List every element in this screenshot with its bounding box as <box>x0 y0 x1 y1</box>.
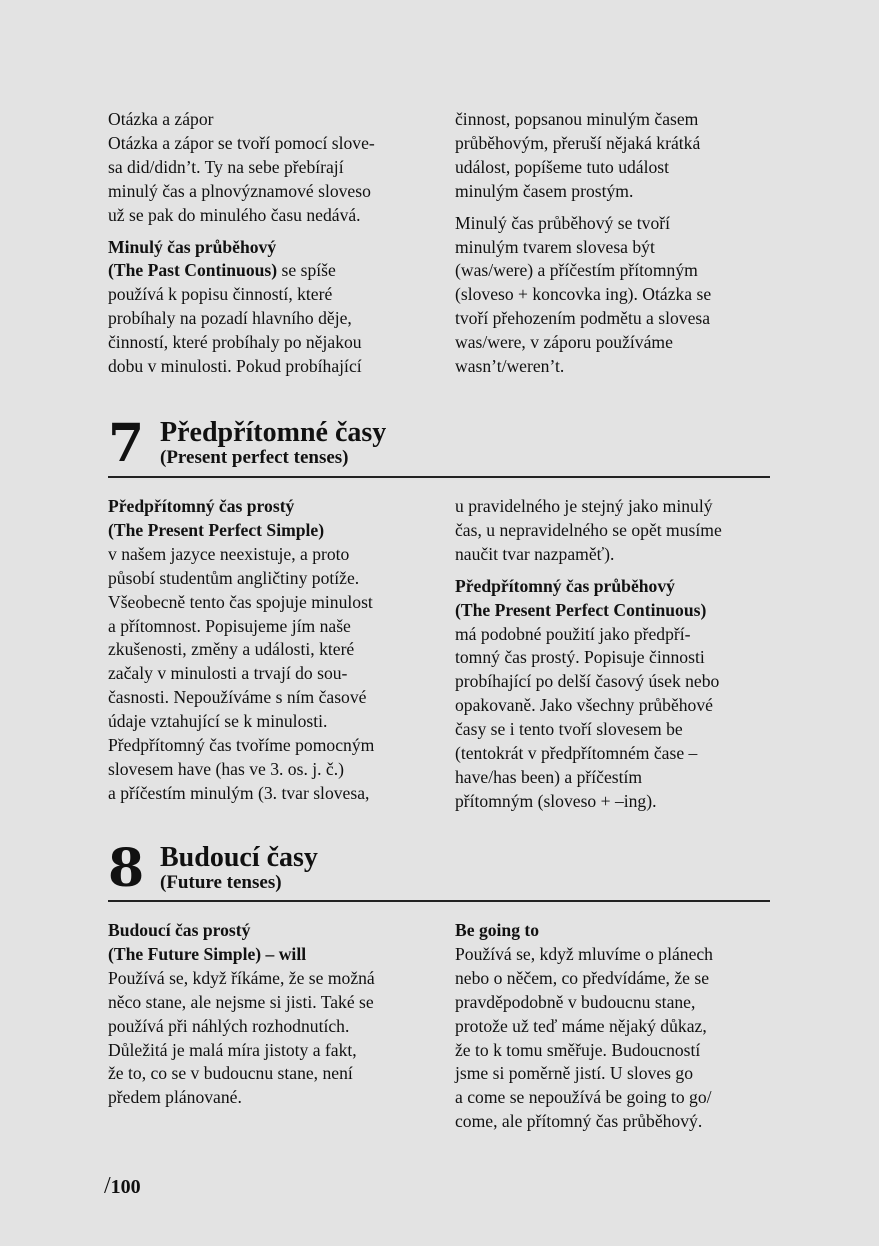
top-right-column <box>455 108 775 387</box>
line-text: slovesem have (has ve 3. os. j. č.) <box>108 758 344 779</box>
text-line <box>108 331 428 355</box>
line-text: čas, u nepravidelného se opět musíme <box>455 519 722 540</box>
paragraph <box>108 236 428 379</box>
bold-term: (The Present Perfect Continuous) <box>455 599 707 620</box>
text-line <box>108 543 428 567</box>
text-line <box>108 919 428 943</box>
line-text: používá při náhlých rozhodnutích. <box>108 1015 350 1036</box>
line-text: was/were, v záporu používáme <box>455 332 673 353</box>
text-line <box>455 519 775 543</box>
line-text: průběhovým, přeruší nějaká krátká <box>455 132 701 153</box>
line-text: come, ale přítomný čas průběhový. <box>455 1111 703 1132</box>
line-text: má podobné použití jako předpří- <box>455 623 691 644</box>
chapter-8-subtitle: (Future tenses) <box>160 872 282 893</box>
chapter-7-heading <box>108 413 770 478</box>
text-line <box>455 919 775 943</box>
paragraph <box>455 495 775 567</box>
line-text: Otázka a zápor se tvoří pomocí slove- <box>108 132 375 153</box>
line-text: činností, které probíhaly po nějakou <box>108 332 362 353</box>
chapter-7-left-column <box>108 495 428 814</box>
chapter-8-left-column <box>108 919 428 1118</box>
text-line <box>108 782 428 806</box>
bold-term: Minulý čas průběhový <box>108 236 277 257</box>
text-line <box>455 599 775 623</box>
text-line <box>455 108 775 132</box>
line-text: že to, co se v budoucnu stane, není <box>108 1063 353 1084</box>
paragraph <box>108 108 428 228</box>
line-text: přítomným (sloveso + –ing). <box>455 790 657 811</box>
text-line <box>455 646 775 670</box>
line-text: sa did/didn’t. Ty na sebe přebírají <box>108 156 344 177</box>
line-text: Minulý čas průběhový se tvoří <box>455 212 670 233</box>
text-line <box>455 331 775 355</box>
chapter-8-heading <box>108 838 770 902</box>
line-text: jsme si poměrně jistí. U sloves go <box>455 1063 693 1084</box>
line-text: a příčestím minulým (3. tvar slovesa, <box>108 782 370 803</box>
text-line <box>108 638 428 662</box>
text-line <box>108 204 428 228</box>
text-line <box>108 180 428 204</box>
paragraph <box>108 495 428 806</box>
line-text: tomný čas prostý. Popisuje činnosti <box>455 647 705 668</box>
line-text: wasn’t/weren’t. <box>455 356 565 377</box>
line-text: minulým časem prostým. <box>455 180 634 201</box>
line-text: používá k popisu činností, které <box>108 284 333 305</box>
text-line <box>455 132 775 156</box>
line-text: u pravidelného je stejný jako minulý <box>455 496 713 516</box>
text-line <box>108 1039 428 1063</box>
line-text: (sloveso + koncovka ing). Otázka se <box>455 284 712 305</box>
text-line <box>108 132 428 156</box>
text-line <box>108 156 428 180</box>
text-line <box>455 623 775 647</box>
line-text: něco stane, ale nejsme si jisti. Také se <box>108 991 374 1012</box>
text-line <box>108 615 428 639</box>
line-text: působí studentům angličtiny potíže. <box>108 567 360 588</box>
bold-term: (The Past Continuous) <box>108 260 278 281</box>
text-line <box>455 180 775 204</box>
text-line <box>108 567 428 591</box>
bold-term: (The Future Simple) – will <box>108 943 307 964</box>
text-line <box>108 967 428 991</box>
text-line <box>455 1039 775 1063</box>
chapter-8-number: 8 <box>108 838 144 899</box>
text-line <box>455 1062 775 1086</box>
text-line <box>108 662 428 686</box>
bold-term: Předpřítomný čas prostý <box>108 496 295 516</box>
text-line <box>108 943 428 967</box>
line-text: v našem jazyce neexistuje, a proto <box>108 543 350 564</box>
line-text: protože už teď máme nějaký důkaz, <box>455 1015 707 1036</box>
text-line <box>455 259 775 283</box>
line-text: a come se nepoužívá be going to go/ <box>455 1087 712 1108</box>
line-text: předem plánované. <box>108 1087 242 1108</box>
chapter-8-title: Budoucí časy <box>160 842 318 873</box>
text-line <box>455 575 775 599</box>
page-number-slash: / <box>104 1173 111 1199</box>
chapter-7-right-column <box>455 495 775 822</box>
line-text: naučit tvar nazpaměť). <box>455 543 615 564</box>
line-text: časy se i tento tvoří slovesem be <box>455 719 683 740</box>
text-line <box>455 943 775 967</box>
chapter-7-number: 7 <box>108 413 144 474</box>
text-line <box>455 670 775 694</box>
line-text: pravděpodobně v budoucnu stane, <box>455 991 696 1012</box>
line-text: Používá se, když říkáme, že se možná <box>108 967 375 988</box>
text-line <box>108 108 428 132</box>
text-line <box>108 591 428 615</box>
text-line <box>108 1015 428 1039</box>
text-line <box>455 1110 775 1134</box>
text-line <box>455 355 775 379</box>
line-text: a přítomnost. Popisujeme jím naše <box>108 615 351 636</box>
text-line <box>455 742 775 766</box>
paragraph <box>455 575 775 814</box>
paragraph <box>108 919 428 1110</box>
line-text: časnosti. Nepoužíváme s ním časové <box>108 687 367 708</box>
text-line <box>455 1086 775 1110</box>
line-text: minulý čas a plnovýznamové sloveso <box>108 180 371 201</box>
line-text: že to k tomu směřuje. Budoucností <box>455 1039 701 1060</box>
text-line <box>455 236 775 260</box>
line-text: se spíše <box>277 260 336 281</box>
paragraph <box>455 919 775 1134</box>
bold-term: Be going to <box>455 920 540 940</box>
top-left-column <box>108 108 428 387</box>
line-text: zkušenosti, změny a události, které <box>108 639 355 660</box>
text-line <box>455 766 775 790</box>
line-text: činnost, popsanou minulým časem <box>455 109 699 129</box>
text-line <box>108 710 428 734</box>
line-text: dobu v minulosti. Pokud probíhající <box>108 356 362 377</box>
chapter-7-subtitle: (Present perfect tenses) <box>160 447 349 468</box>
chapter-7-title: Předpřítomné časy <box>160 417 387 448</box>
text-line <box>108 1062 428 1086</box>
text-line <box>455 495 775 519</box>
line-text: minulým tvarem slovesa být <box>455 236 655 257</box>
text-line <box>108 283 428 307</box>
line-text: probíhající po delší časový úsek nebo <box>455 671 720 692</box>
paragraph <box>455 212 775 379</box>
line-text: údaje vztahující se k minulosti. <box>108 711 328 732</box>
line-text: nebo o něčem, co předvídáme, že se <box>455 967 710 988</box>
text-line <box>108 734 428 758</box>
line-text: Používá se, když mluvíme o plánech <box>455 943 713 964</box>
text-line <box>455 543 775 567</box>
bold-term: (The Present Perfect Simple) <box>108 519 325 540</box>
text-line <box>108 1086 428 1110</box>
page-number <box>104 1174 141 1199</box>
text-line <box>455 790 775 814</box>
text-line <box>455 307 775 331</box>
line-text: (was/were) a příčestím přítomným <box>455 260 698 281</box>
text-line <box>108 991 428 1015</box>
text-line <box>455 1015 775 1039</box>
text-line <box>108 355 428 379</box>
text-line <box>108 495 428 519</box>
chapter-8-right-column <box>455 919 775 1142</box>
line-text: opakovaně. Jako všechny průběhové <box>455 695 713 716</box>
text-line <box>455 718 775 742</box>
line-text: Předpřítomný čas tvoříme pomocným <box>108 735 375 756</box>
text-line <box>108 758 428 782</box>
line-text: (tentokrát v předpřítomném čase – <box>455 743 698 764</box>
text-line <box>108 307 428 331</box>
text-line <box>108 519 428 543</box>
paragraph <box>455 108 775 204</box>
text-line <box>455 283 775 307</box>
bold-term: Předpřítomný čas průběhový <box>455 575 675 596</box>
line-text: have/has been) a příčestím <box>455 766 643 787</box>
bold-term: Budoucí čas prostý <box>108 920 251 940</box>
text-line <box>108 686 428 710</box>
line-text: Důležitá je malá míra jistoty a fakt, <box>108 1039 357 1060</box>
text-line <box>455 156 775 180</box>
page-number-value: 100 <box>110 1176 141 1198</box>
text-line <box>455 694 775 718</box>
text-line <box>455 967 775 991</box>
line-text: tvoří přehozením podmětu a slovesa <box>455 308 711 329</box>
line-text: začaly v minulosti a trvají do sou- <box>108 663 348 684</box>
text-line <box>108 236 428 260</box>
line-text: probíhaly na pozadí hlavního děje, <box>108 308 352 329</box>
line-text: už se pak do minulého času nedává. <box>108 204 361 225</box>
line-text: Otázka a zápor <box>108 109 214 129</box>
text-line <box>455 212 775 236</box>
text-line <box>455 991 775 1015</box>
line-text: Všeobecně tento čas spojuje minulost <box>108 591 373 612</box>
line-text: událost, popíšeme tuto událost <box>455 156 670 177</box>
text-line <box>108 259 428 283</box>
